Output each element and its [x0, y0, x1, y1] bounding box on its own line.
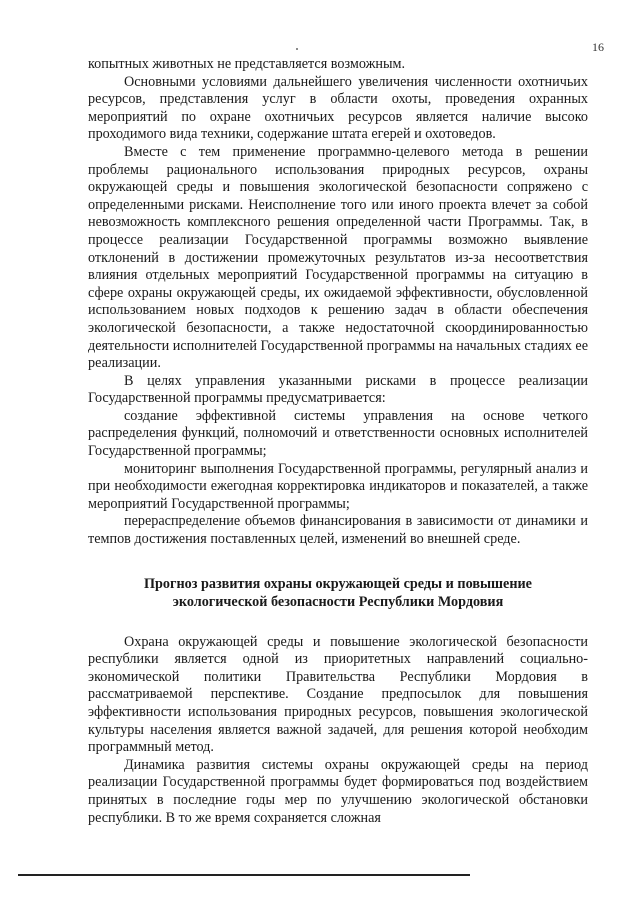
- document-body: [88, 56, 588, 827]
- paragraph: Основными условиями дальнейшего увеличения численности охотничьих ресурсов, представления услуг в области охоты, проведения охранных мероприятий по охране охотничьих ресурсов является наличие высоко проходимого вида техники, содержание штата егерей и охотоведов.: [88, 73, 588, 143]
- section-heading-line: Прогноз развития охраны окружающей среды и повышение: [144, 575, 532, 592]
- paragraph: создание эффективной системы управления на основе четкого распределения функций, полномочий и ответственности основных исполнителей Государственной программы;: [88, 407, 588, 460]
- section-heading: [88, 575, 588, 611]
- section-heading-line: экологической безопасности Республики Мордовия: [172, 593, 504, 610]
- paragraph: Динамика развития системы охраны окружающей среды на период реализации Государственной программы будет формироваться под воздействием принятых в последние годы мер по улучшению экологической обстановки республики. В то же время сохраняется сложная: [88, 756, 588, 826]
- paragraph: перераспределение объемов финансирования в зависимости от динамики и темпов достижения поставленных целей, изменений во внешней среде.: [88, 513, 588, 548]
- footer-rule: [18, 874, 470, 876]
- page-number: 16: [592, 40, 604, 54]
- paragraph: Охрана окружающей среды и повышение экологической безопасности республики является одной из приоритетных направлений социально-экономической политики Правительства Республики Мордовия в рассматриваемой перспективе. Создание предпосылок для повышения эффективности использования природных ресурсов, повышения экологической культуры населения является важной задачей, для решения которой необходим программный метод.: [88, 633, 588, 756]
- scan-dot: [296, 48, 298, 50]
- paragraph: Вместе с тем применение программно-целевого метода в решении проблемы рационального использования природных ресурсов, охраны окружающей среды и повышения экологической безопасности сопряжено с определенными рисками. Неисполнение того или иного проекта влечет за собой невозможность комплексного решения определенной части Программы. Так, в процессе реализации Государственной программы возможно выявление отклонений в достижении промежуточных результатов из-за несоответствия влияния отдельных мероприятий Государственной программы на ситуацию в сфере охраны окружающей среды, их ожидаемой эффективности, обусловленной использованием новых подходов к решению задач в области обеспечения экологической безопасности, а также недостаточной скоординированностью деятельности исполнителей Государственной программы на начальных стадиях ее реализации.: [88, 143, 588, 372]
- paragraph: копытных животных не представляется возможным.: [88, 56, 406, 72]
- paragraph: мониторинг выполнения Государственной программы, регулярный анализ и при необходимости ежегодная корректировка индикаторов и показателей, а также мероприятий Государственной программы;: [88, 460, 588, 512]
- paragraph: В целях управления указанными рисками в процессе реализации Государственной программы предусматривается:: [88, 372, 588, 407]
